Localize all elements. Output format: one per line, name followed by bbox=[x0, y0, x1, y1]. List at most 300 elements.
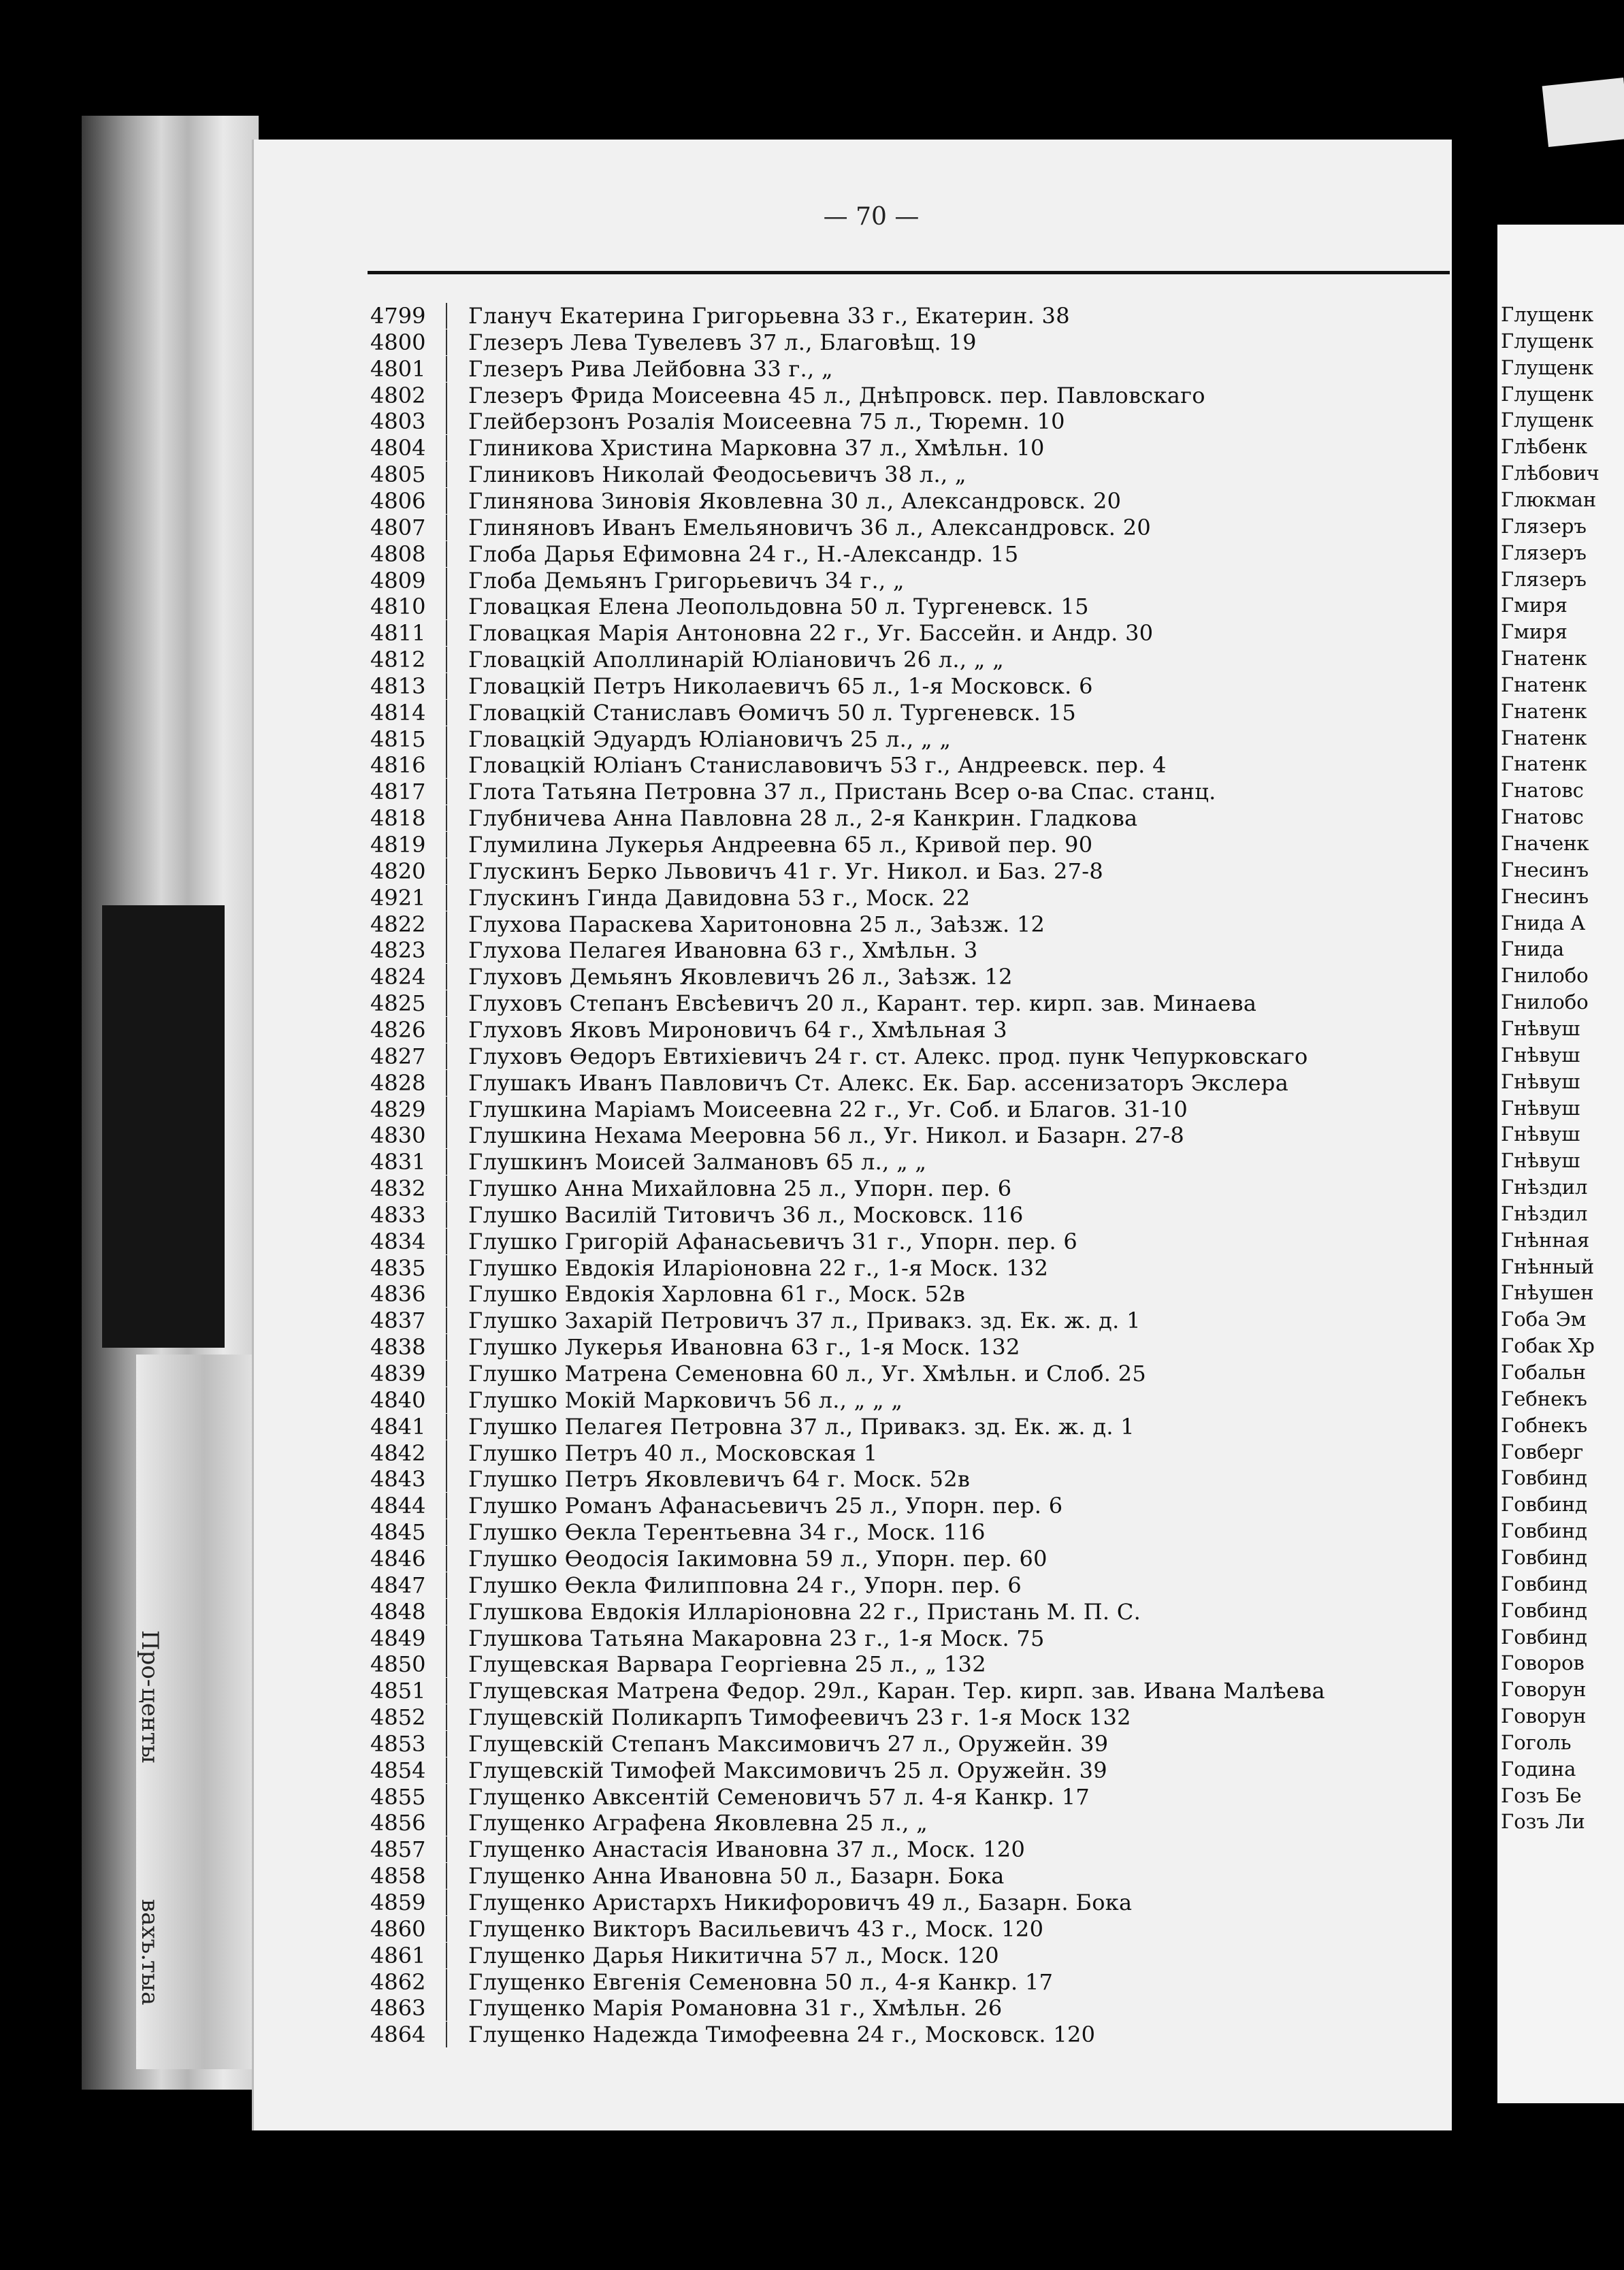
next-page-line: Гебнекъ bbox=[1501, 1387, 1587, 1410]
entry-number: 4816 bbox=[370, 752, 426, 779]
list-item bbox=[0, 356, 1624, 382]
entry-number: 4857 bbox=[370, 1836, 426, 1863]
column-divider bbox=[446, 1757, 447, 1783]
entry-number: 4825 bbox=[370, 990, 426, 1017]
list-item bbox=[0, 1202, 1624, 1228]
entry-text: Глущенко Аристархъ Никифоровичъ 49 л., Базарн. Бока bbox=[468, 1890, 1133, 1915]
next-page-line: Говбинд bbox=[1501, 1545, 1587, 1569]
list-item bbox=[0, 435, 1624, 461]
next-page-line: Глязеръ bbox=[1501, 540, 1587, 564]
entry-text: Глушко Петръ Яковлевичъ 64 г. Моск. 52в bbox=[468, 1466, 971, 1493]
column-divider bbox=[446, 1890, 447, 1915]
entry-text: Глушко Лукерья Ивановна 63 г., 1-я Моск. 132 bbox=[468, 1334, 1020, 1361]
list-item bbox=[0, 1916, 1624, 1942]
spine-label: тыа bbox=[136, 1960, 163, 2006]
column-divider bbox=[446, 700, 447, 726]
next-page-line: Глущенк bbox=[1501, 303, 1594, 326]
entry-text: Глубничева Анна Павловна 28 л., 2-я Канкрин. Гладкова bbox=[468, 805, 1138, 832]
entry-number: 4862 bbox=[370, 1968, 426, 1995]
entry-text: Глущевская Матрена Федор. 29л., Каран. Тер. кирп. зав. Ивана Малѣева bbox=[468, 1678, 1325, 1704]
next-page-line: Гнѣвуш bbox=[1501, 1096, 1580, 1120]
entry-text: Глоба Демьянъ Григорьевичъ 34 г., „ bbox=[468, 567, 905, 594]
entry-number: 4848 bbox=[370, 1598, 426, 1625]
column-divider bbox=[446, 1175, 447, 1201]
column-divider bbox=[446, 1625, 447, 1651]
entry-text: Глушко Ѳекла Терентьевна 34 г., Моск. 116 bbox=[468, 1519, 986, 1546]
list-item bbox=[0, 1175, 1624, 1201]
entry-number: 4842 bbox=[370, 1440, 426, 1466]
next-page-line: Глущенк bbox=[1501, 329, 1594, 353]
entry-number: 4861 bbox=[370, 1942, 426, 1968]
list-item bbox=[0, 1493, 1624, 1519]
next-page-line: Глюкман bbox=[1501, 487, 1597, 511]
column-divider bbox=[446, 1466, 447, 1492]
next-page-line: Говбинд bbox=[1501, 1625, 1587, 1649]
column-divider bbox=[446, 1995, 447, 2021]
list-item bbox=[0, 673, 1624, 699]
column-divider bbox=[446, 647, 447, 672]
next-page-line: Гнатенк bbox=[1501, 647, 1587, 670]
entry-number: 4800 bbox=[370, 329, 426, 355]
column-divider bbox=[446, 1255, 447, 1281]
list-item bbox=[0, 1519, 1624, 1545]
next-page-line: Говорун bbox=[1501, 1704, 1587, 1728]
entry-number: 4853 bbox=[370, 1730, 426, 1757]
list-item bbox=[0, 1704, 1624, 1730]
list-item bbox=[0, 700, 1624, 726]
next-page-line: Гобнекъ bbox=[1501, 1413, 1588, 1437]
entry-text: Гловацкая Марія Антоновна 22 г., Уг. Бассейн. и Андр. 30 bbox=[468, 620, 1154, 647]
column-divider bbox=[446, 752, 447, 778]
entry-text: Гловацкій Станиславъ Ѳомичъ 50 л. Тургеневск. 15 bbox=[468, 699, 1076, 726]
entry-number: 4827 bbox=[370, 1043, 426, 1069]
entry-text: Глушко Евдокія Иларіоновна 22 г., 1-я Моск. 132 bbox=[468, 1254, 1049, 1281]
entry-text: Глущевскій Тимофей Максимовичъ 25 л. Оружейн. 39 bbox=[468, 1757, 1107, 1783]
list-item bbox=[0, 488, 1624, 514]
next-page-line: Гобальн bbox=[1501, 1361, 1586, 1384]
entry-text: Глуховъ Степанъ Евсѣевичъ 20 л., Карант. тер. кирп. зав. Минаева bbox=[468, 990, 1257, 1017]
list-item bbox=[0, 1651, 1624, 1677]
list-item bbox=[0, 461, 1624, 487]
entry-number: 4830 bbox=[370, 1122, 426, 1149]
entry-number: 4801 bbox=[370, 355, 426, 382]
column-divider bbox=[446, 1361, 447, 1387]
list-item bbox=[0, 1784, 1624, 1810]
list-item bbox=[0, 1334, 1624, 1360]
list-item bbox=[0, 383, 1624, 408]
list-item bbox=[0, 329, 1624, 355]
list-item bbox=[0, 779, 1624, 805]
entry-number: 4823 bbox=[370, 937, 426, 964]
entry-text: Глущенко Аграфена Яковлевна 25 л., „ bbox=[468, 1810, 928, 1836]
list-item bbox=[0, 964, 1624, 990]
next-page-line: Гнилобо bbox=[1501, 964, 1589, 988]
list-item bbox=[0, 1599, 1624, 1625]
column-divider bbox=[446, 1308, 447, 1333]
list-item bbox=[0, 1229, 1624, 1254]
entry-text: Глушакъ Иванъ Павловичъ Ст. Алекс. Ек. Бар. ассенизаторъ Экслера bbox=[468, 1069, 1289, 1096]
entry-number: 4811 bbox=[370, 620, 426, 647]
entry-number: 4814 bbox=[370, 699, 426, 726]
entry-text: Глоба Дарья Ефимовна 24 г., Н.-Александр. 15 bbox=[468, 540, 1019, 567]
list-item bbox=[0, 1678, 1624, 1704]
entry-text: Гловацкій Юліанъ Станиславовичъ 53 г., Андреевск. пер. 4 bbox=[468, 752, 1167, 779]
entry-text: Глумилина Лукерья Андреевна 65 л., Кривой пер. 90 bbox=[468, 832, 1093, 858]
column-divider bbox=[446, 964, 447, 990]
list-item bbox=[0, 1731, 1624, 1757]
next-page-line: Гозъ Бе bbox=[1501, 1783, 1582, 1807]
list-item bbox=[0, 1043, 1624, 1069]
entry-number: 4850 bbox=[370, 1651, 426, 1678]
entry-number: 4818 bbox=[370, 805, 426, 832]
list-item bbox=[0, 858, 1624, 884]
next-page-line: Гнѣвуш bbox=[1501, 1122, 1580, 1146]
column-divider bbox=[446, 1678, 447, 1704]
column-divider bbox=[446, 1969, 447, 1995]
column-divider bbox=[446, 1810, 447, 1836]
list-item bbox=[0, 1890, 1624, 1915]
entry-text: Глущенко Авксентій Семеновичъ 57 л. 4-я Канкр. 17 bbox=[468, 1783, 1090, 1810]
column-divider bbox=[446, 1122, 447, 1148]
next-page-line: Глущенк bbox=[1501, 382, 1594, 406]
next-page-line: Говоров bbox=[1501, 1651, 1585, 1675]
next-page-line: Гнѣнный bbox=[1501, 1254, 1595, 1278]
next-page-line: Гоголь bbox=[1501, 1730, 1572, 1754]
list-item bbox=[0, 1281, 1624, 1307]
column-divider bbox=[446, 329, 447, 355]
column-divider bbox=[446, 1202, 447, 1228]
next-page-line: Гначенк bbox=[1501, 832, 1589, 855]
entry-number: 4851 bbox=[370, 1678, 426, 1704]
column-divider bbox=[446, 1493, 447, 1519]
spine-label: вахъ. bbox=[136, 1899, 163, 1962]
list-item bbox=[0, 1361, 1624, 1387]
entry-number: 4847 bbox=[370, 1572, 426, 1598]
entry-text: Глушко Евдокія Харловна 61 г., Моск. 52в bbox=[468, 1281, 966, 1308]
list-item bbox=[0, 1572, 1624, 1598]
entry-number: 4815 bbox=[370, 726, 426, 752]
column-divider bbox=[446, 858, 447, 884]
entry-text: Глушко Захарій Петровичъ 37 л., Привакз. зд. Ек. ж. д. 1 bbox=[468, 1308, 1141, 1334]
list-item bbox=[0, 990, 1624, 1016]
next-page-line: Говбинд bbox=[1501, 1519, 1587, 1543]
next-page-line: Гнилобо bbox=[1501, 990, 1589, 1014]
entry-number: 4807 bbox=[370, 514, 426, 540]
column-divider bbox=[446, 594, 447, 619]
column-divider bbox=[446, 515, 447, 540]
entry-text: Глушкинъ Моисей Залмановъ 65 л., „ „ bbox=[468, 1149, 927, 1175]
column-divider bbox=[446, 1229, 447, 1254]
entry-text: Глушкова Евдокія Илларіоновна 22 г., Пристань М. П. С. bbox=[468, 1598, 1141, 1625]
header-rule bbox=[368, 271, 1450, 274]
column-divider bbox=[446, 2022, 447, 2047]
entry-number: 4828 bbox=[370, 1069, 426, 1096]
next-page-line: Гнѣвуш bbox=[1501, 1069, 1580, 1093]
entry-text: Глускинъ Берко Львовичъ 41 г. Уг. Никол. и Баз. 27-8 bbox=[468, 858, 1104, 884]
list-item bbox=[0, 1308, 1624, 1333]
entry-number: 4809 bbox=[370, 567, 426, 594]
list-item bbox=[0, 541, 1624, 567]
list-item bbox=[0, 1255, 1624, 1281]
next-page-line: Глѣбович bbox=[1501, 461, 1599, 485]
entry-number: 4846 bbox=[370, 1545, 426, 1572]
next-page-line: Гнида bbox=[1501, 937, 1565, 961]
next-page-line: Глязеръ bbox=[1501, 514, 1587, 538]
list-item bbox=[0, 594, 1624, 619]
list-item bbox=[0, 1070, 1624, 1096]
column-divider bbox=[446, 1017, 447, 1043]
entry-number: 4834 bbox=[370, 1228, 426, 1254]
column-divider bbox=[446, 1704, 447, 1730]
next-page-line: Гобак Хр bbox=[1501, 1334, 1595, 1358]
column-divider bbox=[446, 885, 447, 911]
entry-number: 4817 bbox=[370, 779, 426, 805]
next-page-line: Гнесинъ bbox=[1501, 858, 1589, 881]
column-divider bbox=[446, 726, 447, 752]
column-divider bbox=[446, 568, 447, 594]
entry-number: 4829 bbox=[370, 1096, 426, 1122]
entry-number: 4843 bbox=[370, 1466, 426, 1493]
next-page-line: Гнида А bbox=[1501, 911, 1586, 935]
next-page-line: Говбинд bbox=[1501, 1572, 1587, 1595]
list-item bbox=[0, 1810, 1624, 1836]
column-divider bbox=[446, 832, 447, 858]
next-page-line: Глязеръ bbox=[1501, 567, 1587, 591]
entry-number: 4863 bbox=[370, 1995, 426, 2022]
entry-text: Глущенко Викторъ Васильевичъ 43 г., Моск. 120 bbox=[468, 1915, 1044, 1942]
entry-number: 4802 bbox=[370, 382, 426, 408]
entry-text: Глушко Матрена Семеновна 60 л., Уг. Хмѣльн. и Слоб. 25 bbox=[468, 1361, 1146, 1387]
entry-text: Глушко Ѳекла Филипповна 24 г., Упорн. пер. 6 bbox=[468, 1572, 1022, 1598]
entry-number: 4845 bbox=[370, 1519, 426, 1546]
entry-text: Гловацкій Петръ Николаевичъ 65 л., 1-я Московск. 6 bbox=[468, 672, 1093, 699]
entry-number: 4859 bbox=[370, 1890, 426, 1915]
entry-number: 4858 bbox=[370, 1863, 426, 1890]
entry-text: Гловацкій Аполлинарій Юліановичъ 26 л., „ „ bbox=[468, 647, 1005, 673]
entry-number: 4852 bbox=[370, 1704, 426, 1731]
next-page-line: Гнатенк bbox=[1501, 726, 1587, 749]
next-page-line: Гнесинъ bbox=[1501, 884, 1589, 908]
column-divider bbox=[446, 1440, 447, 1466]
entry-text: Глущевская Варвара Георгіевна 25 л., „ 132 bbox=[468, 1651, 986, 1678]
entry-text: Глезеръ Фрида Моисеевна 45 л., Днѣпровск. пер. Павловскаго bbox=[468, 382, 1205, 408]
next-page-line: Гнѣздил bbox=[1501, 1175, 1588, 1199]
entry-text: Глушко Пелагея Петровна 37 л., Привакз. зд. Ек. ж. д. 1 bbox=[468, 1413, 1135, 1440]
entry-number: 4841 bbox=[370, 1413, 426, 1440]
list-item bbox=[0, 1757, 1624, 1783]
column-divider bbox=[446, 1731, 447, 1757]
next-page-line: Гнѣушен bbox=[1501, 1281, 1594, 1305]
next-page-line: Гнѣздил bbox=[1501, 1201, 1588, 1225]
column-divider bbox=[446, 937, 447, 963]
column-divider bbox=[446, 1943, 447, 1968]
next-page-line: Глущенк bbox=[1501, 355, 1594, 379]
next-page-line: Гнатенк bbox=[1501, 672, 1587, 696]
column-divider bbox=[446, 1784, 447, 1810]
entry-number: 4839 bbox=[370, 1361, 426, 1387]
list-item bbox=[0, 1995, 1624, 2021]
column-divider bbox=[446, 303, 447, 329]
column-divider bbox=[446, 1599, 447, 1625]
entry-number: 4824 bbox=[370, 964, 426, 990]
entry-number: 4810 bbox=[370, 594, 426, 620]
list-item bbox=[0, 1122, 1624, 1148]
next-page-line: Говберг bbox=[1501, 1440, 1584, 1463]
entry-text: Глота Татьяна Петровна 37 л., Пристань Всер о-ва Спас. станц. bbox=[468, 779, 1216, 805]
list-item bbox=[0, 832, 1624, 858]
entry-number: 4835 bbox=[370, 1254, 426, 1281]
list-item bbox=[0, 1625, 1624, 1651]
column-divider bbox=[446, 1836, 447, 1862]
column-divider bbox=[446, 1572, 447, 1598]
column-divider bbox=[446, 1863, 447, 1889]
list-item bbox=[0, 1149, 1624, 1175]
list-item bbox=[0, 1546, 1624, 1572]
entry-text: Глущенко Дарья Никитична 57 л., Моск. 120 bbox=[468, 1942, 999, 1968]
entry-text: Глушко Василій Титовичъ 36 л., Московск. 116 bbox=[468, 1201, 1024, 1228]
entry-number: 4826 bbox=[370, 1016, 426, 1043]
list-item bbox=[0, 1836, 1624, 1862]
list-item bbox=[0, 911, 1624, 937]
entry-number: 4805 bbox=[370, 461, 426, 488]
next-page-line: Гмиря bbox=[1501, 594, 1568, 617]
entry-text: Глануч Екатерина Григорьевна 33 г., Екатерин. 38 bbox=[468, 303, 1070, 329]
column-divider bbox=[446, 1149, 447, 1175]
list-item bbox=[0, 1017, 1624, 1043]
entry-text: Глушко Анна Михайловна 25 л., Упорн. пер. 6 bbox=[468, 1175, 1012, 1202]
entry-text: Глейберзонъ Розалія Моисеевна 75 л., Тюремн. 10 bbox=[468, 408, 1065, 435]
next-page-line: Говбинд bbox=[1501, 1493, 1587, 1517]
list-item bbox=[0, 1440, 1624, 1466]
entry-number: 4803 bbox=[370, 408, 426, 435]
entry-number: 4836 bbox=[370, 1281, 426, 1308]
column-divider bbox=[446, 911, 447, 937]
list-item bbox=[0, 726, 1624, 752]
next-page-line: Говорун bbox=[1501, 1678, 1587, 1702]
entry-text: Глушко Ѳеодосія Іакимовна 59 л., Упорн. пер. 60 bbox=[468, 1545, 1048, 1572]
list-item bbox=[0, 1863, 1624, 1889]
entry-text: Глуховъ Демьянъ Яковлевичъ 26 л., Заѣзж. 12 bbox=[468, 964, 1013, 990]
list-item bbox=[0, 752, 1624, 778]
entry-text: Глезеръ Лева Тувелевъ 37 л., Благовѣщ. 19 bbox=[468, 329, 977, 355]
entry-number: 4855 bbox=[370, 1783, 426, 1810]
entry-number: 4819 bbox=[370, 832, 426, 858]
column-divider bbox=[446, 779, 447, 805]
entry-text: Гловацкій Эдуардъ Юліановичъ 25 л., „ „ bbox=[468, 726, 952, 752]
entry-text: Глушкова Татьяна Макаровна 23 г., 1-я Моск. 75 bbox=[468, 1625, 1045, 1651]
entry-number: 4837 bbox=[370, 1308, 426, 1334]
entry-text: Глухова Параскева Харитоновна 25 л., Заѣзж. 12 bbox=[468, 911, 1045, 937]
entry-text: Глушко Мокій Марковичъ 56 л., „ „ „ bbox=[468, 1387, 903, 1413]
next-page-line: Гмиря bbox=[1501, 620, 1568, 644]
list-item bbox=[0, 1969, 1624, 1995]
next-page-line: Гнатовс bbox=[1501, 779, 1584, 802]
entry-text: Глуховъ Ѳедоръ Евтихіевичъ 24 г. ст. Алекс. прод. пунк Чепурковскаго bbox=[468, 1043, 1308, 1069]
entry-text: Глухова Пелагея Ивановна 63 г., Хмѣльн. 3 bbox=[468, 937, 978, 964]
entry-number: 4813 bbox=[370, 672, 426, 699]
entry-text: Глушкина Нехама Меерoвна 56 л., Уг. Никол. и Базарн. 27-8 bbox=[468, 1122, 1185, 1149]
next-page-line: Гнатенк bbox=[1501, 752, 1587, 776]
list-item bbox=[0, 1466, 1624, 1492]
entry-text: Глиниковъ Николай Феодосьевичъ 38 л., „ bbox=[468, 461, 967, 488]
entry-number: 4804 bbox=[370, 435, 426, 461]
entry-number: 4808 bbox=[370, 540, 426, 567]
list-item bbox=[0, 515, 1624, 540]
column-divider bbox=[446, 1281, 447, 1307]
column-divider bbox=[446, 1097, 447, 1122]
list-item bbox=[0, 1387, 1624, 1413]
column-divider bbox=[446, 620, 447, 646]
column-divider bbox=[446, 1546, 447, 1572]
list-item bbox=[0, 1943, 1624, 1968]
list-item bbox=[0, 2022, 1624, 2047]
entry-number: 4806 bbox=[370, 487, 426, 514]
column-divider bbox=[446, 488, 447, 514]
next-page-line: Гозъ Ли bbox=[1501, 1810, 1585, 1834]
column-divider bbox=[446, 461, 447, 487]
entry-text: Глущевскій Поликарпъ Тимофеевичъ 23 г. 1-я Моск 132 bbox=[468, 1704, 1131, 1731]
next-page-line: Гнѣвуш bbox=[1501, 1043, 1580, 1067]
next-page-line: Говбинд bbox=[1501, 1466, 1587, 1490]
list-item bbox=[0, 303, 1624, 329]
column-divider bbox=[446, 1387, 447, 1413]
list-item bbox=[0, 647, 1624, 672]
list-item bbox=[0, 1414, 1624, 1440]
entry-text: Глущенко Евгенія Семеновна 50 л., 4-я Канкр. 17 bbox=[468, 1968, 1054, 1995]
entry-text: Глинянова Зиновія Яковлевна 30 л., Александровск. 20 bbox=[468, 487, 1122, 514]
list-item bbox=[0, 568, 1624, 594]
spine-label: центы bbox=[136, 1688, 163, 1764]
next-page-line: Гнатовс bbox=[1501, 805, 1584, 829]
entry-number: 4849 bbox=[370, 1625, 426, 1651]
entry-number: 4812 bbox=[370, 647, 426, 673]
entry-number: 4921 bbox=[370, 884, 426, 911]
next-page-line: Говбинд bbox=[1501, 1598, 1587, 1622]
entry-number: 4833 bbox=[370, 1201, 426, 1228]
next-page-line: Година bbox=[1501, 1757, 1576, 1781]
next-page-line: Гнѣнная bbox=[1501, 1228, 1590, 1252]
entry-text: Глушко Григорій Афанасьевичъ 31 г., Упорн. пер. 6 bbox=[468, 1228, 1078, 1254]
next-page-line: Гнѣвуш bbox=[1501, 1149, 1580, 1173]
entry-text: Глуховъ Яковъ Мироновичъ 64 г., Хмѣльная 3 bbox=[468, 1016, 1007, 1043]
next-page-line: Гнѣвуш bbox=[1501, 1016, 1580, 1040]
next-page-line: Гнатенк bbox=[1501, 699, 1587, 723]
column-divider bbox=[446, 356, 447, 382]
entry-text: Глущенко Анастасія Ивановна 37 л., Моск. 120 bbox=[468, 1836, 1026, 1863]
entry-text: Глущенко Надежда Тимофеевна 24 г., Московск. 120 bbox=[468, 2022, 1096, 2048]
list-item bbox=[0, 805, 1624, 831]
entry-number: 4860 bbox=[370, 1915, 426, 1942]
entry-number: 4822 bbox=[370, 911, 426, 937]
entry-number: 4799 bbox=[370, 303, 426, 329]
paper-tab bbox=[1542, 78, 1624, 147]
entry-number: 4838 bbox=[370, 1334, 426, 1361]
page-number: — 70 — bbox=[823, 203, 920, 231]
next-page-line: Глущенк bbox=[1501, 408, 1594, 432]
next-page-line: Гоба Эм bbox=[1501, 1308, 1587, 1331]
entry-text: Глиняновъ Иванъ Емельяновичъ 36 л., Александровск. 20 bbox=[468, 514, 1152, 540]
column-divider bbox=[446, 435, 447, 461]
list-item bbox=[0, 1097, 1624, 1122]
entry-text: Глушко Петръ 40 л., Московская 1 bbox=[468, 1440, 878, 1466]
next-page-line: Глѣбенк bbox=[1501, 435, 1588, 459]
entry-number: 4832 bbox=[370, 1175, 426, 1202]
entry-number: 4820 bbox=[370, 858, 426, 884]
column-divider bbox=[446, 673, 447, 699]
entry-number: 4831 bbox=[370, 1149, 426, 1175]
list-item bbox=[0, 620, 1624, 646]
spine-label: Про- bbox=[136, 1630, 163, 1687]
